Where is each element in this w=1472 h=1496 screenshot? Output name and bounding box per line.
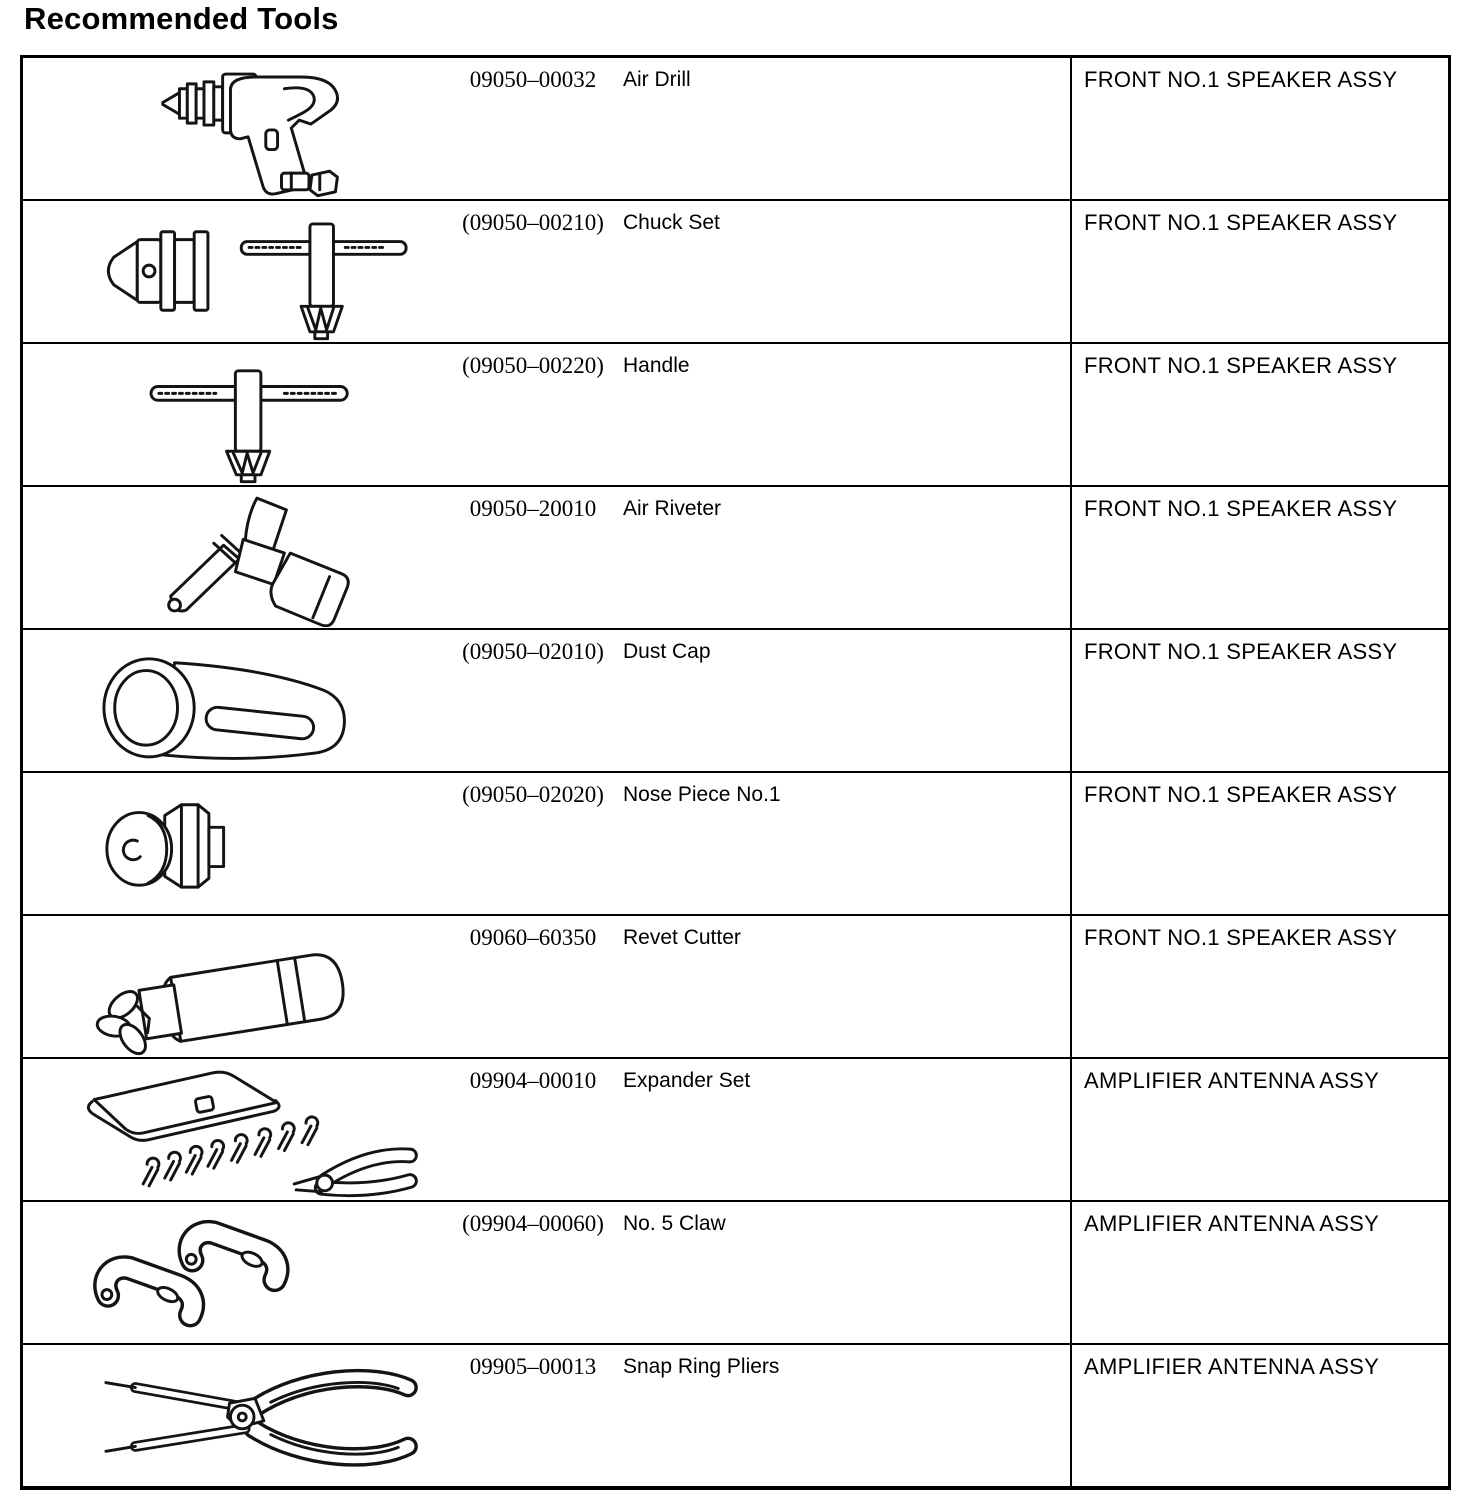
expander-set-illustration [49, 1059, 461, 1199]
nose-piece-illustration [49, 773, 461, 913]
usage-label: AMPLIFIER ANTENNA ASSY [1084, 1354, 1380, 1379]
part-number: 09905–00013 [469, 1354, 597, 1379]
tool-name: Air Riveter [623, 497, 722, 520]
usage-label: FRONT NO.1 SPEAKER ASSY [1084, 496, 1398, 521]
tool-name: No. 5 Claw [623, 1212, 726, 1235]
tool-cell [23, 1059, 1072, 1200]
tool-name: Handle [623, 354, 690, 377]
usage-label: FRONT NO.1 SPEAKER ASSY [1084, 925, 1398, 950]
table-row [23, 1059, 1448, 1202]
tool-cell [23, 487, 1072, 628]
usage-cell [1072, 916, 1448, 1057]
tool-cell [23, 201, 1072, 342]
chuck-set-illustration [49, 201, 461, 341]
usage-cell [1072, 487, 1448, 628]
tool-cell [23, 1345, 1072, 1486]
table-row [23, 344, 1448, 487]
tool-cell [23, 773, 1072, 914]
snap-ring-pliers-illustration [49, 1345, 461, 1485]
usage-cell [1072, 773, 1448, 914]
usage-cell [1072, 58, 1448, 199]
tool-name: Chuck Set [623, 211, 720, 234]
usage-cell [1072, 630, 1448, 771]
air-riveter-illustration [49, 487, 461, 627]
table-row [23, 58, 1448, 201]
usage-label: AMPLIFIER ANTENNA ASSY [1084, 1211, 1380, 1236]
table-row [23, 1345, 1448, 1486]
handle-illustration [49, 344, 461, 484]
usage-cell [1072, 1202, 1448, 1343]
table-row [23, 487, 1448, 630]
page-title: Recommended Tools [24, 1, 339, 36]
usage-label: FRONT NO.1 SPEAKER ASSY [1084, 639, 1398, 664]
usage-cell [1072, 344, 1448, 485]
part-number: (09050–00210) [462, 210, 604, 235]
table-row [23, 1202, 1448, 1345]
tool-name: Nose Piece No.1 [623, 783, 781, 806]
table-row [23, 916, 1448, 1059]
usage-label: FRONT NO.1 SPEAKER ASSY [1084, 67, 1398, 92]
usage-label: AMPLIFIER ANTENNA ASSY [1084, 1068, 1380, 1093]
tool-cell [23, 1202, 1072, 1343]
table-row [23, 201, 1448, 344]
usage-label: FRONT NO.1 SPEAKER ASSY [1084, 353, 1398, 378]
usage-label: FRONT NO.1 SPEAKER ASSY [1084, 782, 1398, 807]
part-number: (09050–02010) [462, 639, 604, 664]
tool-cell [23, 344, 1072, 485]
part-number: 09050–00032 [469, 67, 597, 92]
tool-name: Expander Set [623, 1069, 751, 1092]
part-number: 09050–20010 [469, 496, 597, 521]
tool-cell [23, 630, 1072, 771]
usage-label: FRONT NO.1 SPEAKER ASSY [1084, 210, 1398, 235]
table-row [23, 630, 1448, 773]
no5-claw-illustration [49, 1202, 461, 1342]
usage-cell [1072, 201, 1448, 342]
dust-cap-illustration [49, 630, 461, 770]
tools-table [20, 55, 1451, 1490]
air-drill-illustration [49, 58, 461, 198]
part-number: (09050–02020) [462, 782, 604, 807]
usage-cell [1072, 1345, 1448, 1486]
tool-name: Dust Cap [623, 640, 711, 663]
part-number: 09904–00010 [469, 1068, 597, 1093]
part-number: (09050–00220) [462, 353, 604, 378]
revet-cutter-illustration [49, 916, 461, 1056]
tool-cell [23, 58, 1072, 199]
part-number: (09904–00060) [462, 1211, 604, 1236]
table-row [23, 773, 1448, 916]
usage-cell [1072, 1059, 1448, 1200]
tool-name: Snap Ring Pliers [623, 1355, 780, 1378]
tool-name: Revet Cutter [623, 926, 741, 949]
tool-cell [23, 916, 1072, 1057]
part-number: 09060–60350 [469, 925, 597, 950]
tool-name: Air Drill [623, 68, 691, 91]
